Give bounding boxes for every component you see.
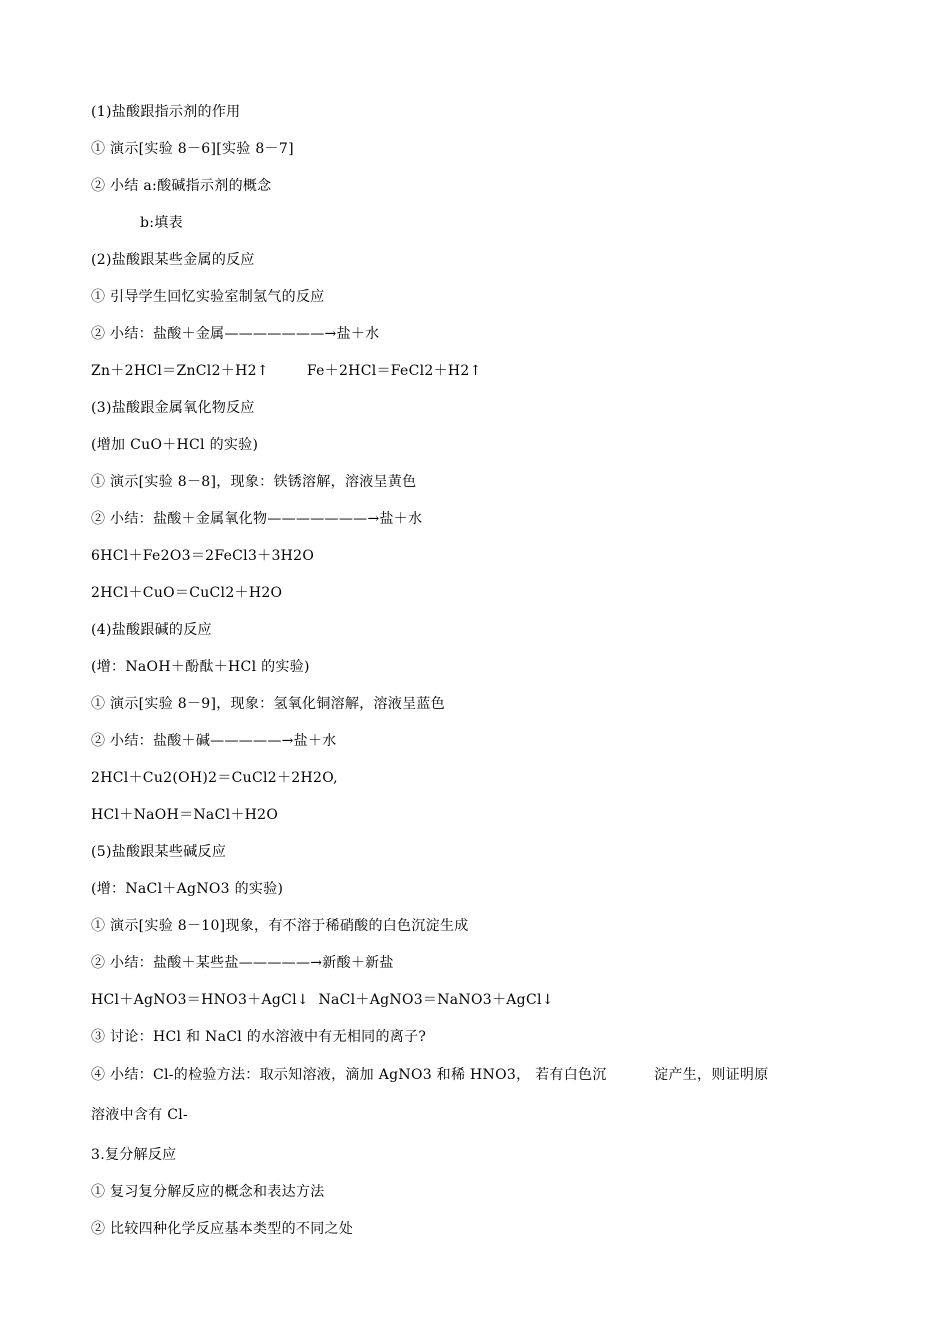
text-line-12: ② 小结：盐酸＋金属氧化物———————→盐＋水 bbox=[91, 511, 423, 527]
text-line-15: (4)盐酸跟碱的反应 bbox=[91, 622, 212, 638]
text-line-9: (3)盐酸跟金属氧化物反应 bbox=[91, 400, 255, 416]
text-line-11: ① 演示[实验 8－8]，现象：铁锈溶解，溶液呈黄色 bbox=[91, 474, 417, 490]
text-line-26: ③ 讨论：HCl 和 NaCl 的水溶液中有无相同的离子? bbox=[91, 1029, 427, 1045]
text-line-24: ② 小结：盐酸＋某些盐—————→新酸＋新盐 bbox=[91, 955, 394, 971]
text-line-1: (1)盐酸跟指示剂的作用 bbox=[91, 104, 241, 120]
text-line-17: ① 演示[实验 8－9]，现象：氢氧化铜溶解，溶液呈蓝色 bbox=[91, 696, 446, 712]
text-line-16: (增：NaOH＋酚酞＋HCl 的实验) bbox=[91, 659, 310, 675]
text-line-13: 6HCl＋Fe2O3＝2FeCl3＋3H2O bbox=[91, 548, 315, 564]
text-line-3: ② 小结 a:酸碱指示剂的概念 bbox=[91, 178, 272, 194]
text-line-14: 2HCl＋CuO＝CuCl2＋H2O bbox=[91, 585, 283, 601]
text-line-2: ① 演示[实验 8－6][实验 8－7] bbox=[91, 141, 294, 157]
text-line-4: b:填表 bbox=[140, 215, 183, 231]
text-line-18: ② 小结：盐酸＋碱—————→盐＋水 bbox=[91, 733, 337, 749]
text-line-29: 3.复分解反应 bbox=[91, 1147, 177, 1163]
text-line-19: 2HCl＋Cu2(OH)2＝CuCl2＋2H2O, bbox=[91, 770, 338, 786]
text-line-31: ② 比较四种化学反应基本类型的不同之处 bbox=[91, 1221, 354, 1237]
text-line-28: 溶液中含有 Cl- bbox=[91, 1107, 189, 1123]
text-line-25: HCl＋AgNO3＝HNO3＋AgCl↓ NaCl＋AgNO3＝NaNO3＋AgCl↓ bbox=[91, 992, 554, 1008]
text-line-22: (增：NaCl＋AgNO3 的实验) bbox=[91, 881, 284, 897]
text-line-10: (增加 CuO＋HCl 的实验) bbox=[91, 437, 259, 453]
text-line-8: Zn＋2HCl＝ZnCl2＋H2↑ Fe＋2HCl＝FeCl2＋H2↑ bbox=[91, 363, 482, 379]
text-line-30: ① 复习复分解反应的概念和表达方法 bbox=[91, 1184, 325, 1200]
text-line-23: ① 演示[实验 8－10]现象，有不溶于稀硝酸的白色沉淀生成 bbox=[91, 918, 469, 934]
text-line-7: ② 小结：盐酸＋金属———————→盐＋水 bbox=[91, 326, 380, 342]
text-line-5: (2)盐酸跟某些金属的反应 bbox=[91, 252, 255, 268]
text-line-27: ④ 小结：Cl-的检验方法：取示知溶液，滴加 AgNO3 和稀 HNO3， 若有白色沉 淀产生，则证明原 bbox=[91, 1067, 769, 1083]
text-line-21: (5)盐酸跟某些碱反应 bbox=[91, 844, 227, 860]
text-line-6: ① 引导学生回忆实验室制氢气的反应 bbox=[91, 289, 325, 305]
text-line-20: HCl＋NaOH＝NaCl＋H2O bbox=[91, 807, 279, 823]
